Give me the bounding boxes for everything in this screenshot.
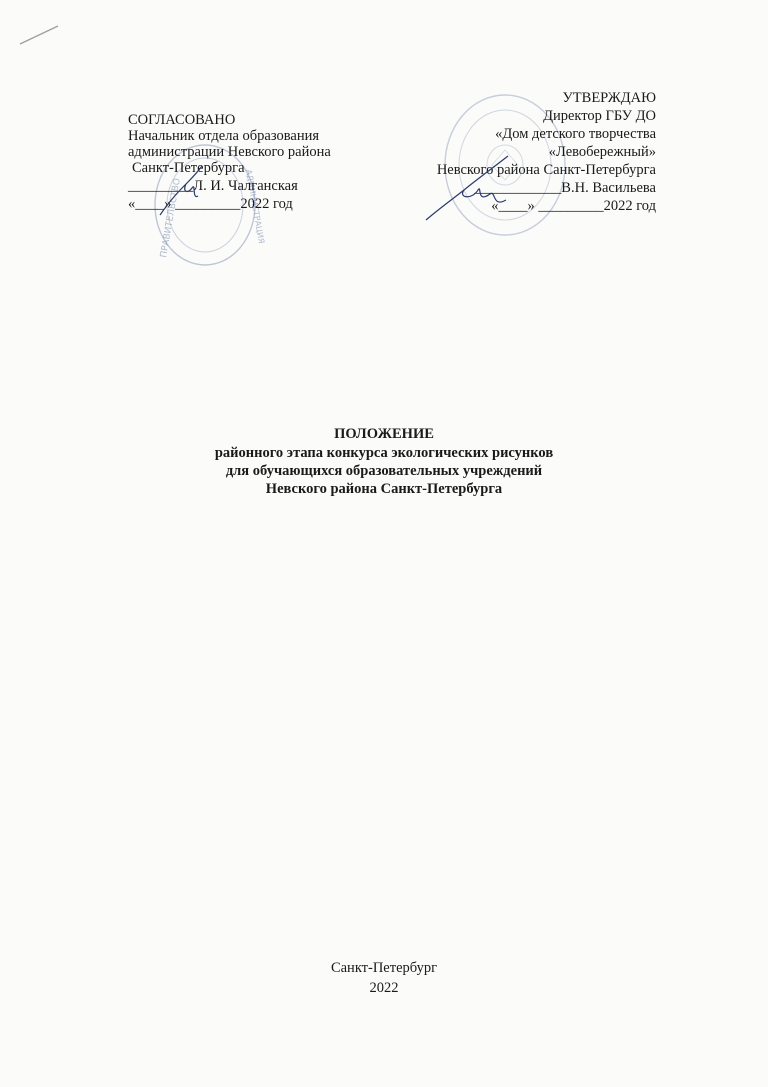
approval-left-signature-line: _________Л. И. Чалганская — [128, 178, 298, 194]
pen-mark-decoration — [18, 22, 62, 48]
approval-right-position-3: «Левобережный» — [548, 144, 656, 160]
approval-right-signature-line: ____________В.Н. Васильева — [474, 180, 656, 196]
right-handwritten-signature — [420, 150, 530, 225]
document-subtitle-line-2: для обучающихся образовательных учреждений — [225, 463, 543, 479]
approval-right-position-4: Невского района Санкт-Петербурга — [436, 162, 656, 178]
document-subtitle-line-1: районного этапа конкурса экологических рисунков — [214, 445, 554, 461]
approval-right-position-2: «Дом детского творчества — [495, 126, 656, 142]
svg-text:АДМИНИСТРАЦИЯ: АДМИНИСТРАЦИЯ — [244, 168, 266, 245]
approval-right-heading: УТВЕРЖДАЮ — [562, 90, 656, 106]
approval-right-date-line: «____» _________2022 год — [491, 198, 656, 214]
approval-left-position-3: Санкт-Петербурга — [132, 160, 245, 176]
left-handwritten-signature — [152, 160, 222, 220]
approval-left-date-line: «____» _________2022 год — [128, 196, 293, 212]
document-subtitle-line-3: Невского района Санкт-Петербурга — [265, 481, 503, 497]
approval-left-position-2: администрации Невского района — [128, 144, 331, 160]
svg-text:ПРАВИТЕЛЬСТВО: ПРАВИТЕЛЬСТВО — [159, 177, 183, 259]
approval-right-position-1: Директор ГБУ ДО — [543, 108, 656, 124]
footer-year: 2022 — [369, 980, 399, 996]
approval-left-position-1: Начальник отдела образования — [128, 128, 320, 144]
approval-left-heading: СОГЛАСОВАНО — [128, 112, 236, 128]
document-title: ПОЛОЖЕНИЕ — [334, 426, 434, 442]
footer-city: Санкт-Петербург — [330, 960, 438, 976]
